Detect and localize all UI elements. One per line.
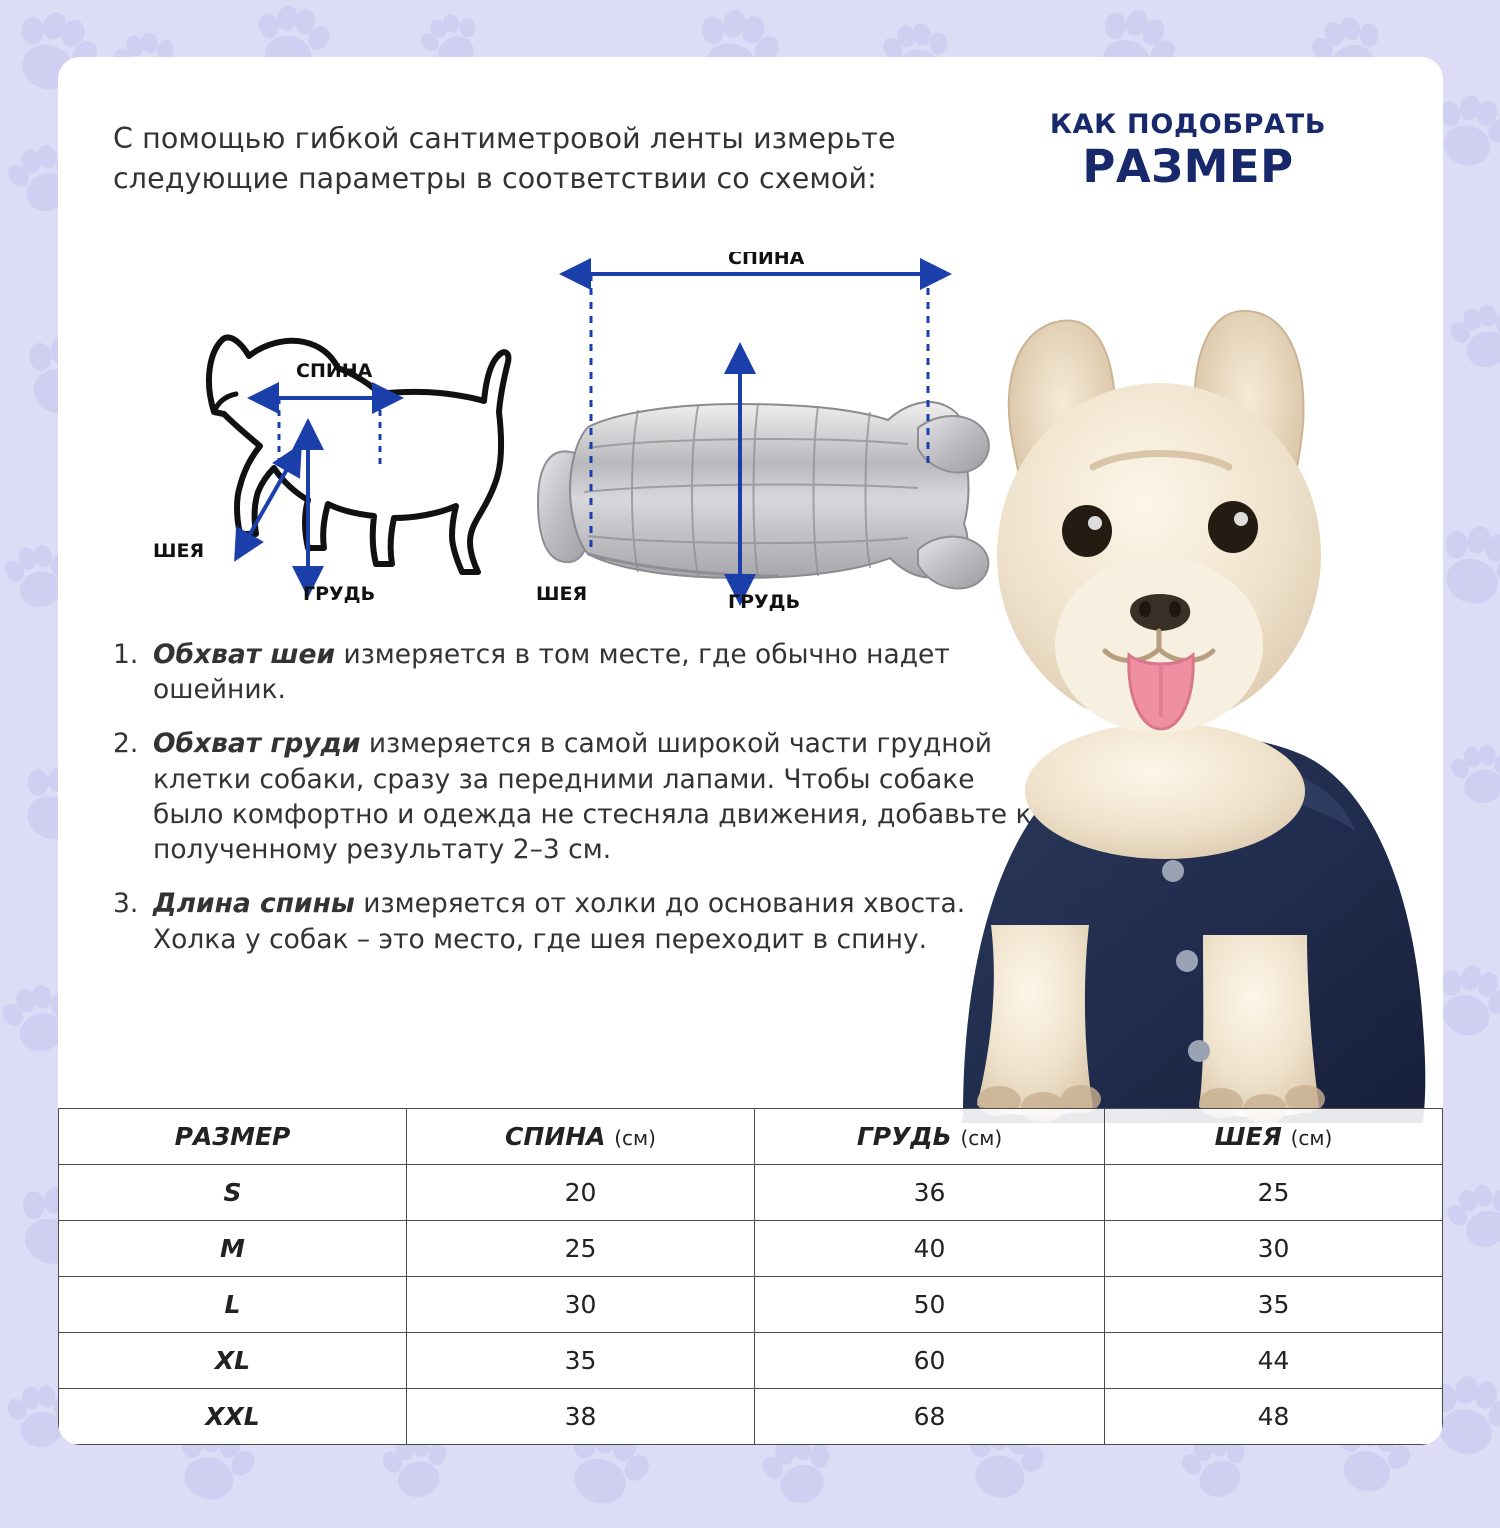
list-item [113,726,1033,867]
list-item-text [153,726,1033,867]
list-item-bold: Обхват груди [153,728,361,760]
cell-size: XL [59,1333,407,1389]
cell-back: 30 [407,1277,755,1333]
cell-size: M [59,1221,407,1277]
header-unit: (см) [1290,1126,1333,1150]
intro-text: С помощью гибкой сантиметровой ленты измерьте следующие параметры в соответствии со схемой: [113,122,896,196]
cell-size: S [59,1165,407,1221]
page-title-line1: КАК ПОДОБРАТЬ [1049,109,1327,140]
instructions-list [113,637,1033,976]
cell-back: 20 [407,1165,755,1221]
cell-neck: 35 [1105,1277,1443,1333]
sketch-label-chest: ГРУДЬ [303,583,376,605]
table-row [59,1221,1443,1277]
list-item [113,886,1033,956]
table-header-size [59,1109,407,1165]
table-row [59,1389,1443,1445]
sketch-label-neck: ШЕЯ [153,540,205,562]
cell-chest: 36 [755,1165,1105,1221]
header-label: РАЗМЕР [174,1122,291,1151]
page-title-line2: РАЗМЕР [1082,140,1294,194]
cell-neck: 44 [1105,1333,1443,1389]
cell-back: 35 [407,1333,755,1389]
paw-icon [1448,300,1500,376]
list-item [113,637,1033,707]
garment-label-neck: ШЕЯ [536,583,588,605]
cell-chest: 68 [755,1389,1105,1445]
list-item-text [153,886,1033,956]
list-item-rest: измеряется от холки до основания хвоста. Холка у собак – это место, где шея переходит в спину. [153,888,966,955]
cell-size: L [59,1277,407,1333]
list-item-rest: измеряется в самой широкой части грудной клетки собаки, сразу за передними лапами. Чтобы собаке было комфортно и одежда не стесняла движения, добавьте к полученному результату 2–3 см. [153,728,1032,866]
table-row [59,1277,1443,1333]
header-label: ШЕЯ [1214,1122,1282,1151]
cell-chest: 40 [755,1221,1105,1277]
neck-fur [1025,723,1305,859]
paw-icon [1446,1180,1500,1256]
table-row [59,1333,1443,1389]
header-unit: (см) [614,1126,656,1150]
header-label: СПИНА [505,1122,606,1151]
table-header-neck [1105,1109,1443,1165]
dog-head [997,311,1321,733]
cell-neck: 48 [1105,1389,1443,1445]
list-item-bold: Обхват шеи [153,639,336,670]
paw-icon [1448,740,1500,811]
cell-chest: 50 [755,1277,1105,1333]
cell-size: XXL [59,1389,407,1445]
table-header-chest [755,1109,1105,1165]
table-row [59,1165,1443,1221]
table-header-row [59,1109,1443,1165]
sketch-label-back: СПИНА [296,360,373,382]
cell-back: 38 [407,1389,755,1445]
cell-chest: 60 [755,1333,1105,1389]
list-item-bold: Длина спины [153,888,355,920]
garment-label-back: СПИНА [728,252,805,269]
list-item-text [153,637,1033,707]
list-item-number: 2. [113,728,139,760]
cell-back: 25 [407,1221,755,1277]
table-header-back [407,1109,755,1165]
list-item-number: 3. [113,888,139,920]
size-table [58,1108,1443,1445]
list-item-number: 1. [113,639,139,670]
dog-photo-illustration [903,235,1443,1125]
page-title [978,109,1398,192]
size-guide-card [58,57,1443,1445]
cell-neck: 30 [1105,1221,1443,1277]
header-unit: (см) [960,1126,1003,1150]
header-label: ГРУДЬ [856,1122,952,1151]
cell-neck: 25 [1105,1165,1443,1221]
list-item-rest: измеряется в том месте, где обычно надет ошейник. [153,639,950,706]
dog-photo [903,235,1443,1125]
garment-label-chest: ГРУДЬ [728,591,801,612]
